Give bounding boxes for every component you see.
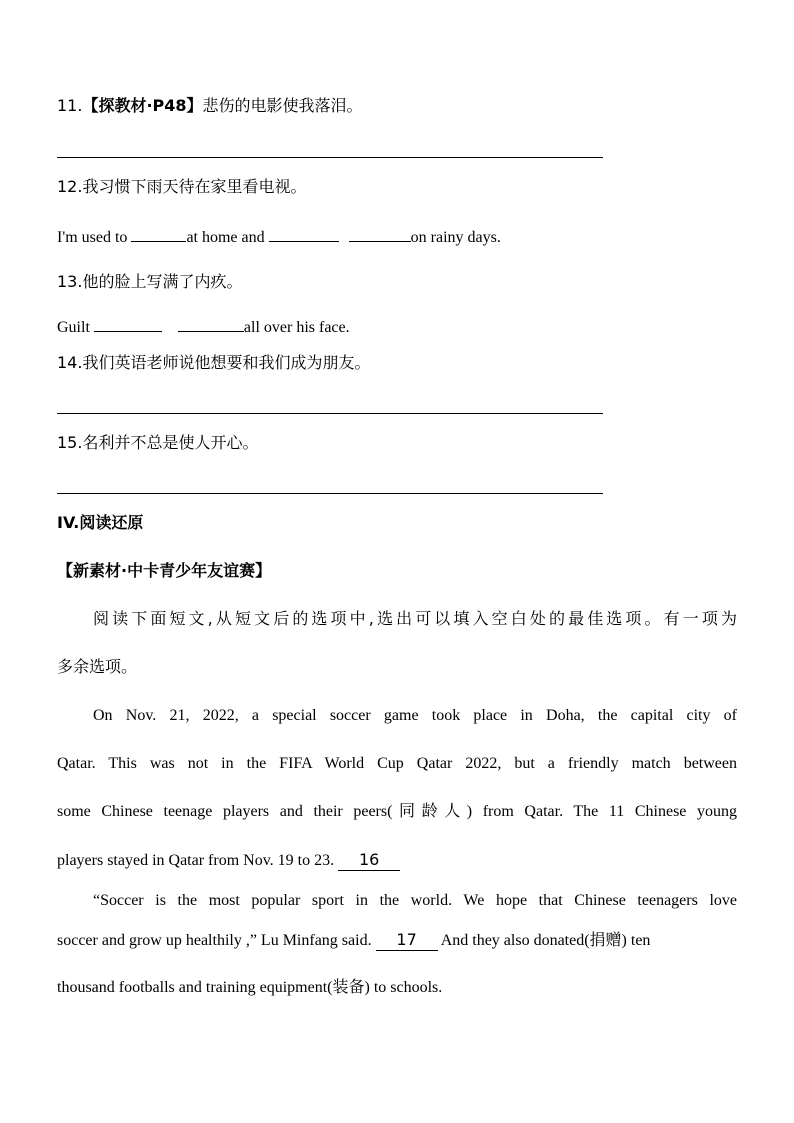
passage-text: soccer and grow up healthily ,” Lu Minfang said. [57,932,376,949]
passage-line [57,978,737,998]
passage-line [57,930,737,951]
sentence-fragment: I'm used to [57,229,132,246]
question-text: 我们英语老师说他想要和我们成为朋友。 [82,353,371,372]
source-tag: 【探教材·P48】 [82,96,203,115]
passage-text: Qatar. This was not in the FIFA World Cup Qatar 2022, but a friendly match between [57,755,737,772]
question-text: 我习惯下雨天待在家里看电视。 [82,177,307,196]
passage-line [57,754,737,774]
question-number: 12. [57,177,83,196]
fill-blank[interactable] [349,226,411,242]
question-13 [57,272,242,292]
passage-line [57,706,737,726]
sentence-fragment: on rainy days. [410,229,501,246]
answer-line-11[interactable] [57,157,603,158]
passage-line [57,850,737,871]
question-text: 他的脸上写满了内疚。 [82,272,243,291]
question-14 [57,353,370,373]
question-12 [57,177,306,197]
fill-blank[interactable] [269,226,339,242]
question-12-english [57,226,501,248]
question-13-english [57,316,350,338]
question-15 [57,433,258,453]
blank-16[interactable]: 16 [338,850,400,871]
instructions-cont [57,657,737,677]
instructions-line: 阅读下面短文,从短文后的选项中,选出可以填入空白处的最佳选项。有一项为 [93,609,737,628]
instructions [57,609,737,629]
passage-text: players stayed in Qatar from Nov. 19 to 23. [57,852,339,869]
question-number: 11. [57,96,83,115]
passage-text: And they also donated(捐赠) ten [437,932,651,949]
fill-blank[interactable] [178,316,244,332]
answer-line-14[interactable] [57,413,603,414]
passage-line [57,802,737,822]
question-text: 悲伤的电影使我落泪。 [202,96,363,115]
question-number: 15. [57,433,83,452]
passage-line [57,891,737,911]
question-11 [57,96,363,116]
sentence-fragment: at home and [186,229,269,246]
question-text: 名利并不总是使人开心。 [82,433,259,452]
passage-text: some Chinese teenage players and their peers(同龄人) from Qatar. The 11 Chinese young [57,803,737,820]
fill-blank[interactable] [94,316,162,332]
sentence-fragment: all over his face. [243,319,350,336]
question-number: 14. [57,353,83,372]
section-source-tag: 【新素材·中卡青少年友谊赛】 [57,561,272,580]
passage-text: On Nov. 21, 2022, a special soccer game took place in Doha, the capital city of [93,707,737,724]
answer-line-15[interactable] [57,493,603,494]
instructions-line: 多余选项。 [57,657,138,676]
fill-blank[interactable] [131,226,186,242]
blank-17[interactable]: 17 [376,930,438,951]
passage-text: “Soccer is the most popular sport in the world. We hope that Chinese teenagers love [93,892,737,909]
sentence-fragment: Guilt [57,319,94,336]
section-title: IV.阅读还原 [57,513,144,532]
question-number: 13. [57,272,83,291]
passage-text: thousand footballs and training equipment(装备) to schools. [57,979,443,996]
